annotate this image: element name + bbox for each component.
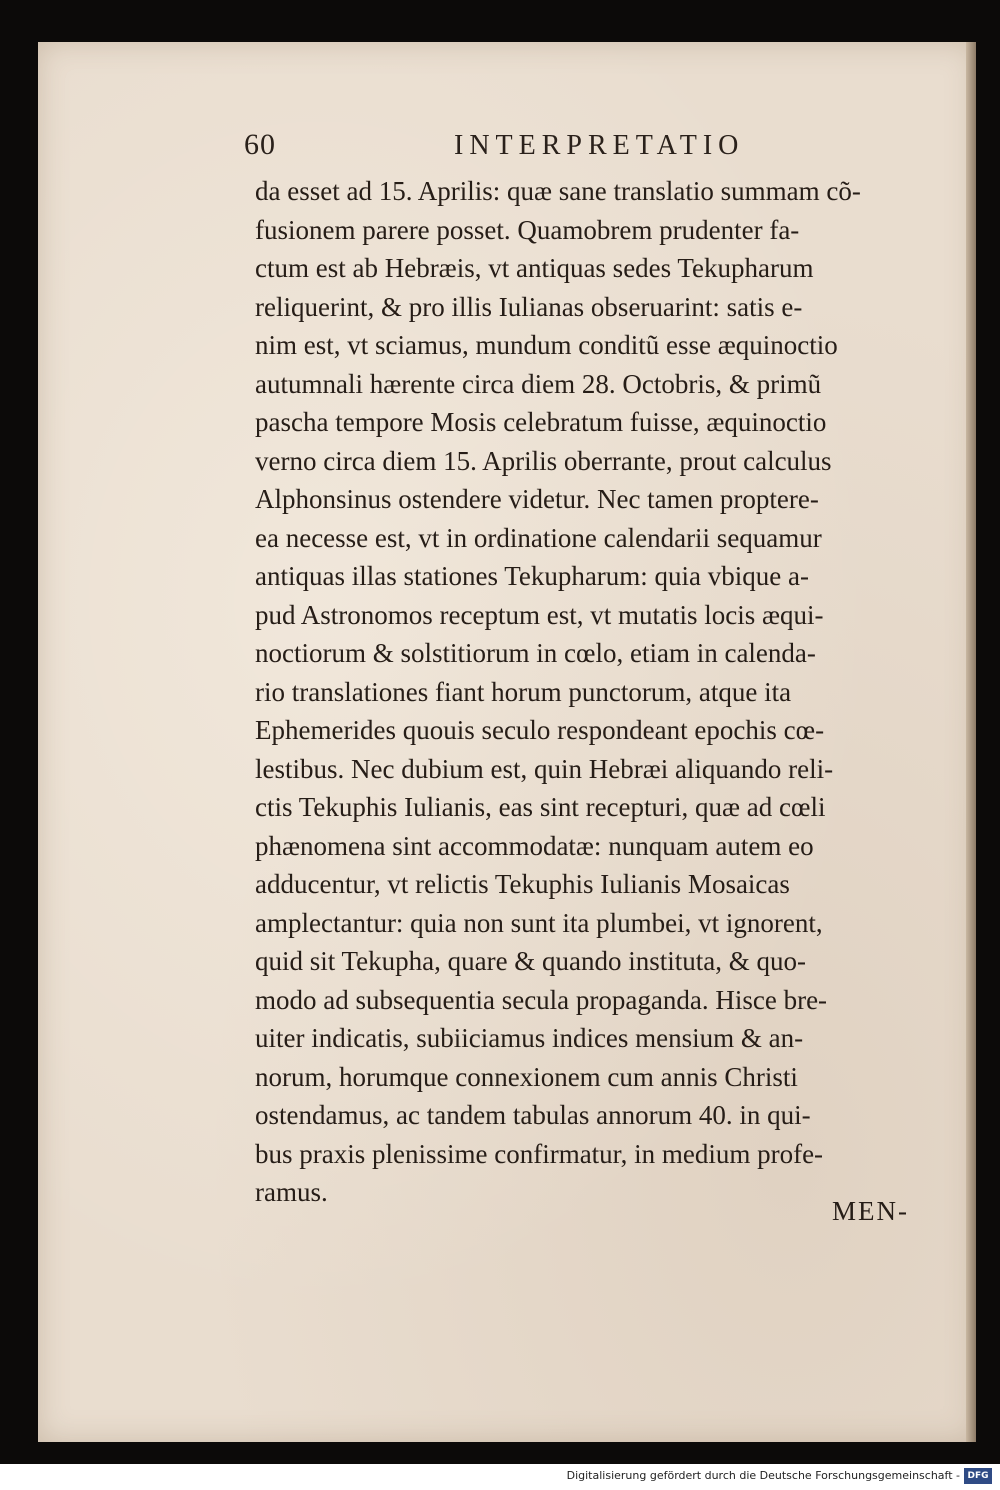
text-line: amplectantur: quia non sunt ita plumbei, vt ignorent, (255, 907, 823, 938)
text-line: adducentur, vt relictis Tekuphis Iulianis Mosaicas (255, 869, 790, 899)
text-line: rio translationes fiant horum punctorum, atque ita (255, 676, 792, 707)
text-line: autumnali hærente circa diem 28. Octobris, & primũ (255, 368, 822, 399)
page-edge (966, 42, 976, 1442)
text-line: Ephemerides quouis seculo respondeant epochis cœ- (255, 715, 825, 745)
text-line: reliquerint, & pro illis Iulianas obseruarint: satis e- (255, 291, 803, 322)
page-header (244, 128, 784, 168)
text-line: pascha tempore Mosis celebratum fuisse, æquinoctio (255, 407, 827, 437)
text-line: da esset ad 15. Aprilis: quæ sane translatio summam cõ- (255, 176, 861, 206)
text-line: norum, horumque connexionem cum annis Christi (255, 1061, 798, 1092)
running-head: INTERPRETATIO (454, 130, 745, 161)
text-line: antiquas illas stationes Tekupharum: quia vbique a- (255, 561, 809, 591)
dfg-logo-icon: DFG (964, 1468, 992, 1484)
text-line: pud Astronomos receptum est, vt mutatis locis æqui- (255, 599, 824, 630)
footer-bar (0, 1464, 1000, 1490)
footer-credit: Digitalisierung gefördert durch die Deutsche Forschungsgemeinschaft - (566, 1469, 960, 1482)
text-line: noctiorum & solstitiorum in cœlo, etiam in calenda- (255, 638, 816, 668)
text-line: Alphonsinus ostendere videtur. Nec tamen proptere- (255, 484, 819, 514)
text-line: ea necesse est, vt in ordinatione calendarii sequamur (255, 522, 822, 553)
text-line: ctis Tekuphis Iulianis, eas sint recepturi, quæ ad cœli (255, 792, 826, 822)
body-text (255, 172, 935, 1212)
text-line: bus praxis plenissime confirmatur, in medium profe- (255, 1138, 824, 1169)
text-line: ctum est ab Hebræis, vt antiquas sedes Tekupharum (255, 253, 814, 283)
text-line: ostendamus, ac tandem tabulas annorum 40. in qui- (255, 1100, 811, 1130)
catchword: MEN- (832, 1196, 909, 1226)
text-line: quid sit Tekupha, quare & quando instituta, & quo- (255, 946, 807, 976)
text-line: phænomena sint accommodatæ: nunquam autem eo (255, 830, 814, 861)
text-line: lestibus. Nec dubium est, quin Hebræi aliquando reli- (255, 753, 834, 784)
text-line: modo ad subsequentia secula propaganda. Hisce bre- (255, 984, 828, 1015)
text-line: uiter indicatis, subiiciamus indices mensium & an- (255, 1023, 804, 1053)
text-line: ramus. (255, 1177, 328, 1207)
page-number: 60 (244, 128, 276, 161)
text-line: verno circa diem 15. Aprilis oberrante, prout calculus (255, 445, 832, 476)
text-line: fusionem parere posset. Quamobrem prudenter fa- (255, 214, 800, 245)
text-line: nim est, vt sciamus, mundum conditũ esse æquinoctio (255, 330, 838, 360)
